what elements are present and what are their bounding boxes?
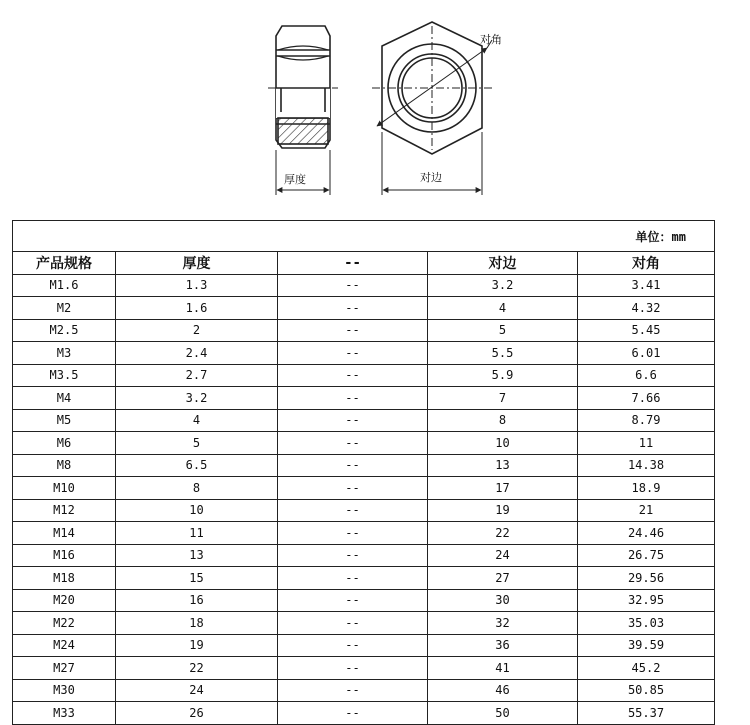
table-row (13, 544, 715, 567)
cell-blank: -- (278, 454, 428, 477)
cell-thickness: 10 (116, 499, 278, 522)
table-row (13, 634, 715, 657)
cell-across-flats: 5.9 (428, 364, 578, 387)
header-row (13, 252, 715, 275)
cell-across-corners: 55.37 (578, 702, 715, 725)
cell-across-flats: 50 (428, 702, 578, 725)
cell-thickness: 1.6 (116, 297, 278, 320)
cell-across-flats: 24 (428, 544, 578, 567)
nut-side-view (268, 26, 338, 195)
cell-blank: -- (278, 409, 428, 432)
cell-thickness: 22 (116, 657, 278, 680)
nut-top-view (372, 22, 492, 195)
cell-blank: -- (278, 679, 428, 702)
across-corners-label: 对角 (480, 33, 502, 46)
header-across-corners: 对角 (578, 252, 715, 275)
cell-spec: M24 (13, 634, 116, 657)
cell-spec: M6 (13, 432, 116, 455)
across-flats-label: 对边 (420, 171, 442, 184)
table-row (13, 409, 715, 432)
cell-spec: M5 (13, 409, 116, 432)
table-row (13, 499, 715, 522)
cell-thickness: 26 (116, 702, 278, 725)
cell-blank: -- (278, 297, 428, 320)
cell-across-corners: 11 (578, 432, 715, 455)
spec-table (12, 220, 715, 725)
table-row (13, 319, 715, 342)
cell-across-flats: 27 (428, 567, 578, 590)
cell-spec: M1.6 (13, 274, 116, 297)
table-row (13, 657, 715, 680)
cell-across-corners: 18.9 (578, 477, 715, 500)
cell-thickness: 8 (116, 477, 278, 500)
cell-spec: M2.5 (13, 319, 116, 342)
cell-spec: M14 (13, 522, 116, 545)
cell-across-flats: 13 (428, 454, 578, 477)
table-row (13, 477, 715, 500)
cell-spec: M3 (13, 342, 116, 365)
cell-across-flats: 32 (428, 612, 578, 635)
cell-across-corners: 24.46 (578, 522, 715, 545)
cell-across-flats: 19 (428, 499, 578, 522)
cell-blank: -- (278, 432, 428, 455)
cell-blank: -- (278, 342, 428, 365)
cell-spec: M8 (13, 454, 116, 477)
cell-spec: M10 (13, 477, 116, 500)
table-row (13, 387, 715, 410)
cell-spec: M33 (13, 702, 116, 725)
cell-across-corners: 4.32 (578, 297, 715, 320)
cell-thickness: 2.4 (116, 342, 278, 365)
cell-thickness: 1.3 (116, 274, 278, 297)
cell-thickness: 18 (116, 612, 278, 635)
cell-across-corners: 29.56 (578, 567, 715, 590)
header-spec: 产品规格 (13, 252, 116, 275)
table-row (13, 679, 715, 702)
table-row (13, 522, 715, 545)
cell-across-corners: 6.01 (578, 342, 715, 365)
cell-blank: -- (278, 567, 428, 590)
cell-thickness: 2 (116, 319, 278, 342)
header-thickness: 厚度 (116, 252, 278, 275)
cell-across-corners: 3.41 (578, 274, 715, 297)
cell-blank: -- (278, 499, 428, 522)
cell-blank: -- (278, 319, 428, 342)
cell-blank: -- (278, 589, 428, 612)
cell-spec: M4 (13, 387, 116, 410)
cell-across-flats: 5 (428, 319, 578, 342)
unit-row (13, 221, 715, 252)
cell-thickness: 3.2 (116, 387, 278, 410)
cell-blank: -- (278, 364, 428, 387)
cell-blank: -- (278, 612, 428, 635)
cell-spec: M27 (13, 657, 116, 680)
table-row (13, 567, 715, 590)
cell-spec: M3.5 (13, 364, 116, 387)
header-across-flats: 对边 (428, 252, 578, 275)
table-row (13, 432, 715, 455)
table-row (13, 589, 715, 612)
cell-thickness: 15 (116, 567, 278, 590)
thickness-label: 厚度 (284, 173, 306, 186)
cell-spec: M12 (13, 499, 116, 522)
cell-thickness: 2.7 (116, 364, 278, 387)
cell-spec: M20 (13, 589, 116, 612)
cell-thickness: 19 (116, 634, 278, 657)
cell-blank: -- (278, 522, 428, 545)
cell-spec: M30 (13, 679, 116, 702)
cell-across-flats: 41 (428, 657, 578, 680)
table-row (13, 297, 715, 320)
cell-across-corners: 7.66 (578, 387, 715, 410)
cell-blank: -- (278, 634, 428, 657)
unit-label: 单位：mm (13, 221, 715, 252)
cell-thickness: 4 (116, 409, 278, 432)
cell-across-flats: 7 (428, 387, 578, 410)
cell-blank: -- (278, 544, 428, 567)
cell-across-flats: 10 (428, 432, 578, 455)
cell-thickness: 24 (116, 679, 278, 702)
cell-across-corners: 5.45 (578, 319, 715, 342)
cell-across-flats: 46 (428, 679, 578, 702)
table-row (13, 342, 715, 365)
cell-thickness: 16 (116, 589, 278, 612)
cell-spec: M2 (13, 297, 116, 320)
spec-table-body (13, 221, 715, 725)
table-row (13, 454, 715, 477)
cell-across-flats: 36 (428, 634, 578, 657)
cell-across-corners: 14.38 (578, 454, 715, 477)
cell-across-flats: 5.5 (428, 342, 578, 365)
cell-across-flats: 4 (428, 297, 578, 320)
cell-spec: M16 (13, 544, 116, 567)
cell-blank: -- (278, 477, 428, 500)
cell-across-flats: 22 (428, 522, 578, 545)
table-row (13, 702, 715, 725)
table-row (13, 612, 715, 635)
cell-across-corners: 8.79 (578, 409, 715, 432)
cell-spec: M22 (13, 612, 116, 635)
cell-blank: -- (278, 702, 428, 725)
cell-across-flats: 3.2 (428, 274, 578, 297)
header-blank: -- (278, 252, 428, 275)
cell-spec: M18 (13, 567, 116, 590)
cell-blank: -- (278, 274, 428, 297)
cell-across-flats: 8 (428, 409, 578, 432)
cell-across-corners: 21 (578, 499, 715, 522)
cell-across-corners: 26.75 (578, 544, 715, 567)
cell-across-corners: 6.6 (578, 364, 715, 387)
cell-thickness: 13 (116, 544, 278, 567)
cell-across-corners: 50.85 (578, 679, 715, 702)
hex-nut-drawing (0, 0, 750, 215)
cell-thickness: 11 (116, 522, 278, 545)
cell-thickness: 5 (116, 432, 278, 455)
cell-blank: -- (278, 387, 428, 410)
cell-across-corners: 45.2 (578, 657, 715, 680)
cell-across-corners: 32.95 (578, 589, 715, 612)
cell-across-corners: 39.59 (578, 634, 715, 657)
cell-across-flats: 17 (428, 477, 578, 500)
cell-across-flats: 30 (428, 589, 578, 612)
table-row (13, 364, 715, 387)
cell-thickness: 6.5 (116, 454, 278, 477)
cell-blank: -- (278, 657, 428, 680)
cell-across-corners: 35.03 (578, 612, 715, 635)
table-row (13, 274, 715, 297)
